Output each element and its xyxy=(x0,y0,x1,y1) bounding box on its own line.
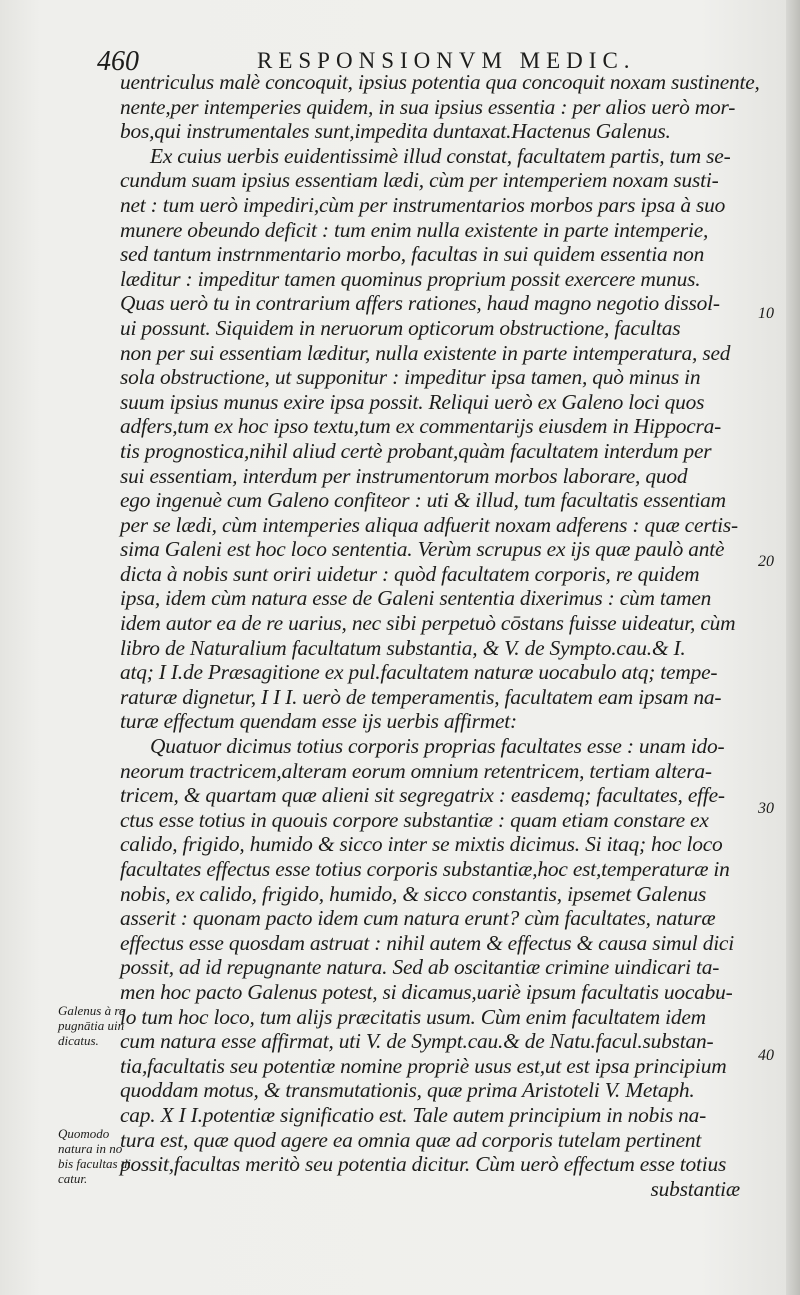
margin-note-line: pugnātia uin xyxy=(58,1018,125,1033)
margin-note-line: catur. xyxy=(58,1171,88,1186)
text-line: sima Galeni est hoc loco sententia. Verùm scrupus ex ijs quæ paulò antè xyxy=(120,537,725,562)
text-line: ctus esse totius in quouis corpore substantiæ : quam etiam constare ex xyxy=(120,807,709,832)
text-line: quoddam motus, & transmutationis, quæ prima Aristoteli V. Metaph. xyxy=(120,1078,695,1103)
text-line: libro de Naturalium facultatum substantia, & V. de Sympto.cau.& I. xyxy=(120,635,686,660)
text-line: idem autor ea de re uarius, nec sibi perpetuò cōstans fuisse uideatur, cùm xyxy=(120,611,736,636)
text-line: asserit : quonam pacto idem cum natura erunt? cùm facultates, naturæ xyxy=(120,906,716,931)
text-line: ego ingenuè cum Galeno confiteor : uti & illud, tum facultatis essentiam xyxy=(120,488,726,513)
text-line: tricem, & quartam quæ alieni sit segregatrix : easdemq; facultates, effe- xyxy=(120,783,725,808)
margin-note-line: dicatus. xyxy=(58,1033,99,1048)
text-line: tis prognostica,nihil aliud certè probant,quàm facultatem interdum per xyxy=(120,438,712,463)
margin-note-line: natura in no xyxy=(58,1141,123,1156)
text-line: facultates effectus esse totius corporis substantiæ,hoc est,temperaturæ in xyxy=(120,857,730,881)
text-line: calido, frigido, humido & sicco inter se mixtis dicimus. Si itaq; hoc loco xyxy=(120,832,723,857)
text-line: per se lædi, cùm intemperies aliqua adfuerit noxam adferens : quæ certis- xyxy=(120,512,738,537)
text-line: nobis, ex calido, frigido, humido, & sicco constantis, ipsemet Galenus xyxy=(120,881,707,906)
margin-note-line: Galenus à re xyxy=(58,1003,125,1018)
text-line: suum ipsius munus exire ipsa possit. Reliqui uerò ex Galeno loci quos xyxy=(120,389,705,414)
text-line: men hoc pacto Galenus potest, si dicamus,uariè ipsum facultatis uocabu- xyxy=(120,979,733,1004)
text-line: tia,facultatis seu potentiæ nomine propriè usus est,ut est ipsa principium xyxy=(120,1053,727,1078)
text-line: sui essentiam, interdum per instrumentorum morbos laborare, quod xyxy=(120,463,688,488)
text-line: raturæ dignetur, I I I. uerò de temperamentis, facultatem eam ipsam na- xyxy=(120,684,722,709)
body-text xyxy=(120,70,760,1201)
margin-note-quomodo xyxy=(58,1126,138,1186)
text-line: Quatuor dicimus totius corporis proprias facultates esse : unam ido- xyxy=(150,734,725,759)
margin-note-galenus xyxy=(58,1003,138,1048)
catchword: substantiæ xyxy=(650,1176,740,1201)
text-line: sed tantum instrnmentario morbo, facultas in sui quidem essentia non xyxy=(120,242,705,267)
text-line: dicta à nobis sunt oriri uidetur : quòd facultatem corporis, re quidem xyxy=(120,561,700,586)
text-line: tura est, quæ quod agere ea omnia quæ ad corporis tutelam pertinent xyxy=(120,1127,702,1152)
text-line: non per sui essentiam læditur, nulla existente in parte intemperatura, sed xyxy=(120,340,731,365)
running-title: RESPONSIONVM MEDIC. xyxy=(257,48,636,73)
text-line: adfers,tum ex hoc ipso textu,tum ex commentarijs eiusdem in Hippocra- xyxy=(120,414,722,439)
line-number: 20 xyxy=(758,553,774,570)
text-line: neorum tractricem,alteram eorum omnium retentricem, tertiam altera- xyxy=(120,758,712,783)
text-line: net : tum uerò impediri,cùm per instrumentarios morbos pars ipsa à suo xyxy=(120,192,726,217)
line-number: 10 xyxy=(758,305,774,322)
text-line: bos,qui instrumentales sunt,impedita duntaxat.Hactenus Galenus. xyxy=(120,119,671,144)
text-line: cap. X I I.potentiæ significatio est. Tale autem principium in nobis na- xyxy=(120,1102,707,1127)
margin-note-line: bis facultas di xyxy=(58,1156,131,1171)
text-line: sola obstructione, ut supponitur : impeditur ipsa tamen, quò minus in xyxy=(120,365,701,390)
text-line: cundum suam ipsius essentiam lædi, cùm per intemperiem noxam susti- xyxy=(120,168,719,193)
text-line: cum natura esse affirmat, uti V. de Sympt.cau.& de Natu.facul.substan- xyxy=(120,1029,714,1054)
text-line: possit,facultas meritò seu potentia dicitur. Cùm uerò effectum esse totius xyxy=(120,1152,727,1177)
text-line: Ex cuius uerbis euidentissimè illud constat, facultatem partis, tum se- xyxy=(150,143,731,168)
text-line: uentriculus malè concoquit, ipsius potentia qua concoquit noxam sustinente, xyxy=(120,70,760,94)
text-line: læditur : impeditur tamen quominus proprium possit exercere munus. xyxy=(120,266,701,291)
page-number: 460 xyxy=(97,46,139,77)
text-line: lo tum hoc loco, tum alijs præcitatis usum. Cùm enim facultatem idem xyxy=(120,1004,706,1029)
text-line: Quas uerò tu in contrarium affers rationes, haud magno negotio dissol- xyxy=(120,291,720,316)
page-gutter-shadow xyxy=(786,0,800,1295)
text-line: ipsa, idem cùm natura esse de Galeni sententia dixerimus : cùm tamen xyxy=(120,586,712,611)
text-line: turæ effectum quendam esse ijs uerbis affirmet: xyxy=(120,709,517,734)
text-line: atq; I I.de Præsagitione ex pul.facultatem naturæ uocabulo atq; tempe- xyxy=(120,660,718,685)
line-number: 30 xyxy=(758,800,774,817)
text-line: possit, ad id repugnante natura. Sed ab oscitantiæ crimine uindicari ta- xyxy=(120,955,720,980)
text-line: nente,per intemperies quidem, in sua ipsius essentia : per alios uerò mor- xyxy=(120,94,736,119)
line-number: 40 xyxy=(758,1047,774,1064)
text-line: munere obeundo deficit : tum enim nulla existente in parte intemperie, xyxy=(120,217,709,242)
text-line: effectus esse quosdam astruat : nihil autem & effectus & causa simul dici xyxy=(120,930,734,955)
text-line: ui possunt. Siquidem in neruorum opticorum obstructione, facultas xyxy=(120,315,681,340)
margin-note-line: Quomodo xyxy=(58,1126,110,1141)
